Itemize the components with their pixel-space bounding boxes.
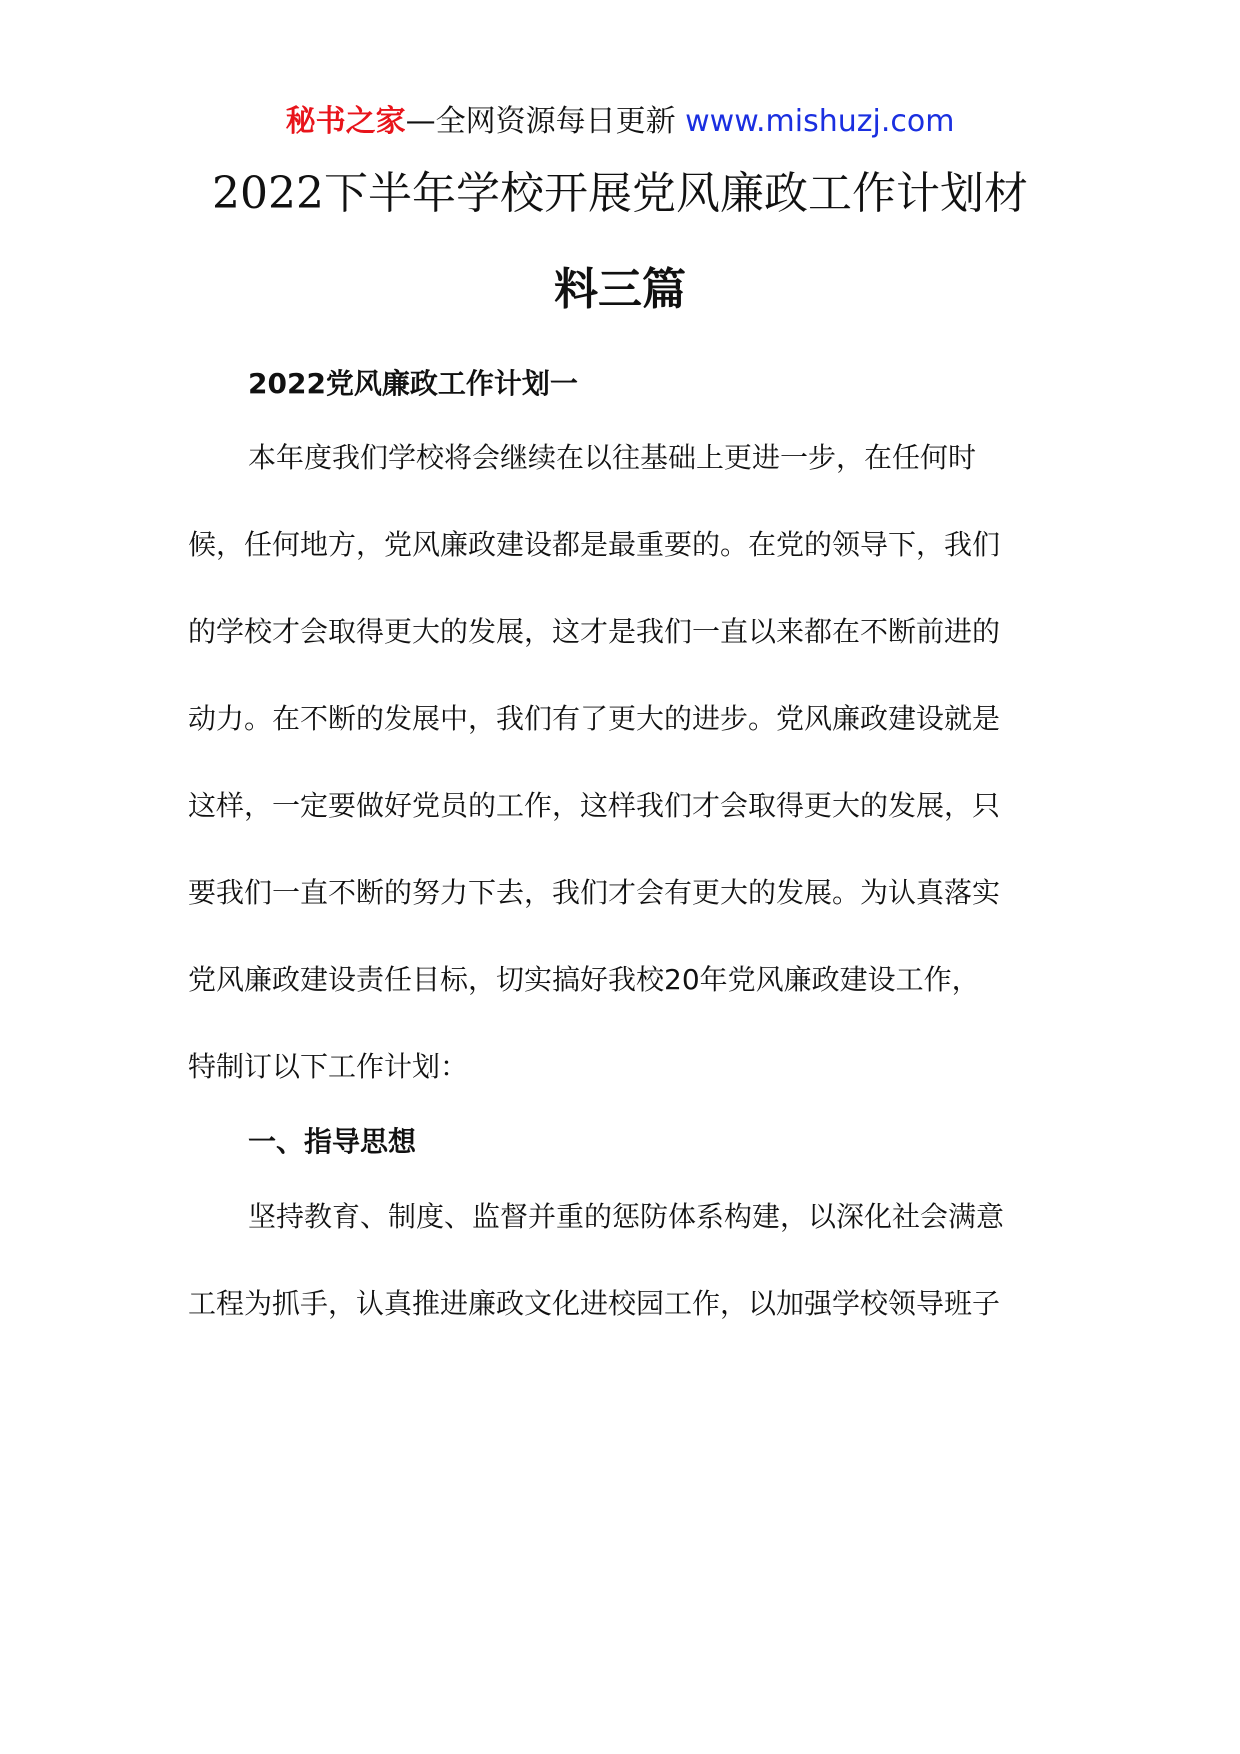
site-header bbox=[0, 100, 1240, 144]
header-tagline: —全网资源每日更新 bbox=[405, 104, 686, 139]
paragraph-line: 党风廉政建设责任目标，切实搞好我校20年党风廉政建设工作， bbox=[188, 963, 980, 996]
subheading-guiding-ideology: 一、指导思想 bbox=[248, 1125, 417, 1158]
paragraph-line: 这样，一定要做好党员的工作，这样我们才会取得更大的发展，只 bbox=[188, 789, 1001, 822]
paragraph-line: 工程为抓手，认真推进廉政文化进校园工作，以加强学校领导班子 bbox=[188, 1287, 1001, 1320]
paragraph-line: 的学校才会取得更大的发展，这才是我们一直以来都在不断前进的 bbox=[188, 615, 1001, 648]
paragraph-line: 本年度我们学校将会继续在以往基础上更进一步，在任何时 bbox=[248, 441, 977, 474]
section-heading: 2022党风廉政工作计划一 bbox=[248, 367, 578, 400]
document-title-line-2: 料三篇 bbox=[554, 264, 686, 315]
site-url-link[interactable]: www.mishuzj.com bbox=[685, 104, 955, 139]
paragraph-line: 动力。在不断的发展中，我们有了更大的进步。党风廉政建设就是 bbox=[188, 702, 1001, 735]
paragraph-line: 特制订以下工作计划： bbox=[188, 1050, 469, 1083]
paragraph-line: 候，任何地方，党风廉政建设都是最重要的。在党的领导下，我们 bbox=[188, 528, 1001, 561]
brand-name: 秘书之家 bbox=[285, 104, 406, 139]
paragraph-line: 坚持教育、制度、监督并重的惩防体系构建，以深化社会满意 bbox=[248, 1200, 1005, 1233]
document-title-line-1: 2022下半年学校开展党风廉政工作计划材 bbox=[212, 168, 1028, 219]
paragraph-line: 要我们一直不断的努力下去，我们才会有更大的发展。为认真落实 bbox=[188, 876, 1001, 909]
